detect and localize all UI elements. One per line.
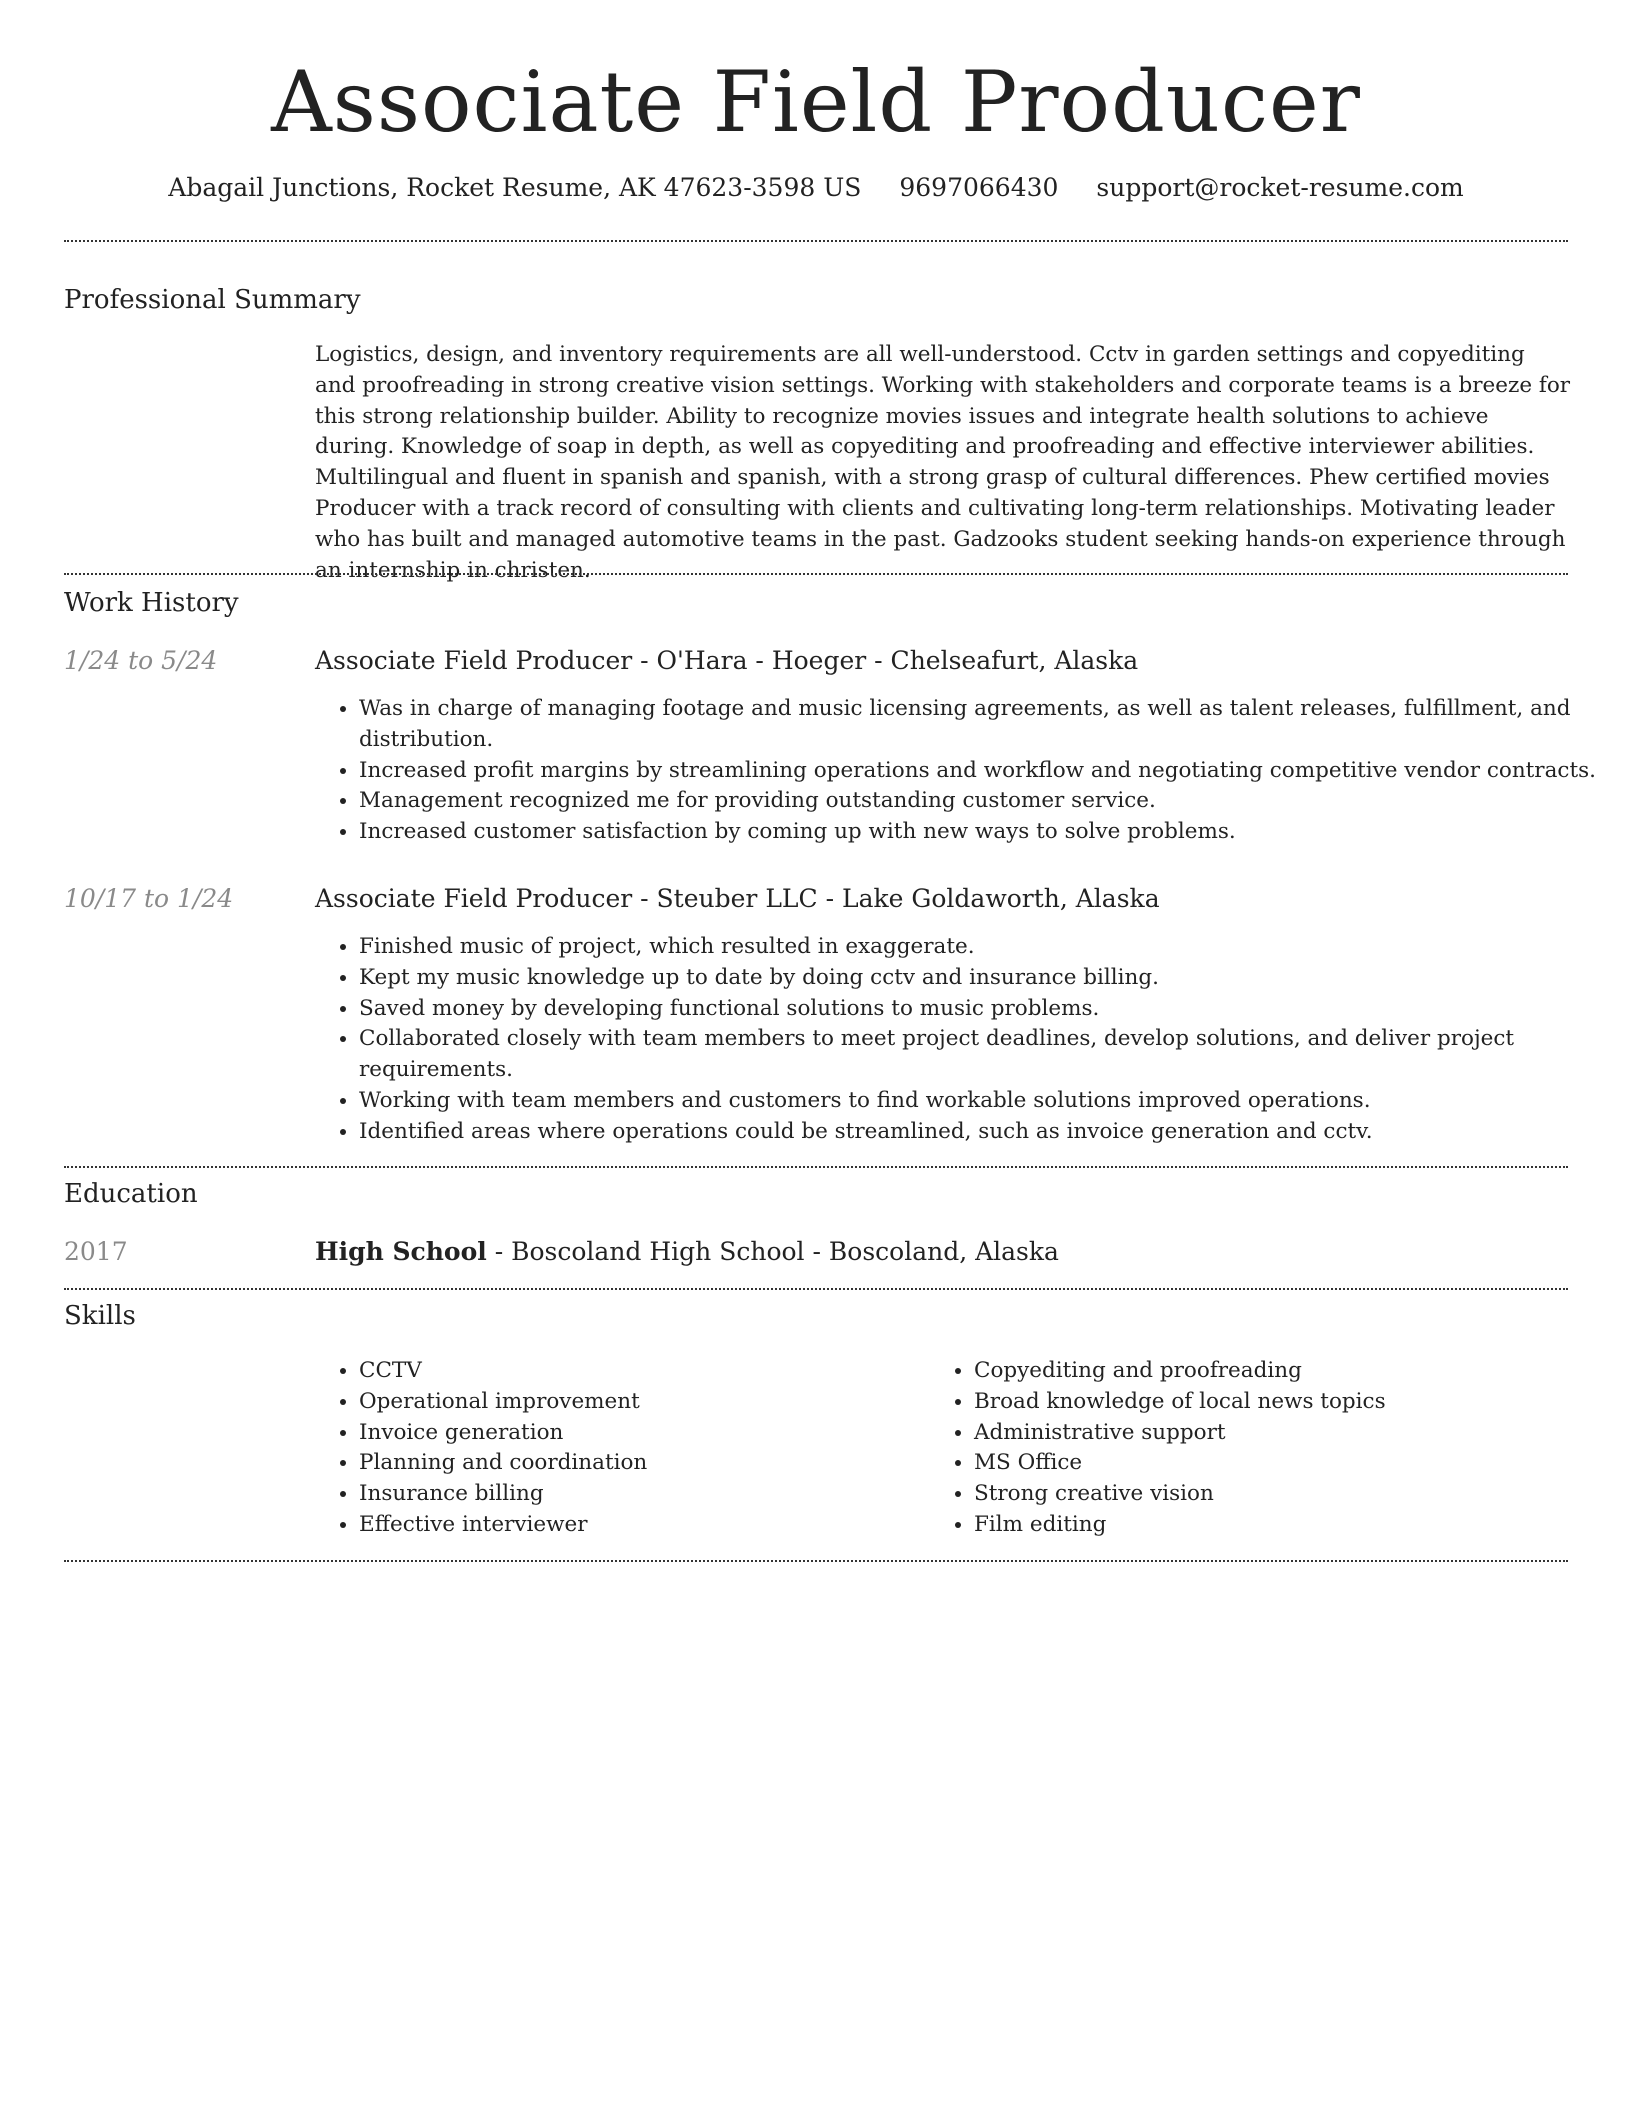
skill-item: • CCTV <box>359 1356 1615 1387</box>
list-item: • Identified areas where operations could be streamlined, such as invoice generation and cctv. <box>359 1117 1615 1148</box>
list-item: • Kept my music knowledge up to date by doing cctv and insurance billing. <box>359 963 1615 994</box>
education-school: - Boscoland High School - Boscoland, Alaska <box>486 1237 1059 1266</box>
list-item: • Management recognized me for providing outstanding customer service. <box>359 786 1615 817</box>
skill-item: • Operational improvement <box>359 1387 1615 1418</box>
skill-item: • MS Office <box>974 1448 1632 1479</box>
email: support@rocket-resume.com <box>1096 173 1464 202</box>
job-bullets <box>315 694 1615 848</box>
skill-item: • Invoice generation <box>359 1418 1615 1449</box>
education-heading <box>315 1236 1059 1268</box>
list-item: • Increased profit margins by streamlining operations and workflow and negotiating competitive vendor contracts. <box>359 756 1615 787</box>
divider <box>64 1288 1568 1290</box>
skill-item: • Broad knowledge of local news topics <box>974 1387 1632 1418</box>
divider <box>64 240 1568 242</box>
section-title-skills: Skills <box>64 1301 136 1331</box>
job-dates: 10/17 to 1/24 <box>64 884 234 913</box>
divider <box>64 1560 1568 1562</box>
divider <box>64 1166 1568 1168</box>
skill-item: • Planning and coordination <box>359 1448 1615 1479</box>
list-item: • Was in charge of managing footage and music licensing agreements, as well as talent releases, fulfillment, and distribution. <box>359 694 1615 756</box>
list-item: • Collaborated closely with team members to meet project deadlines, develop solutions, and deliver project requirements. <box>359 1024 1615 1086</box>
summary-text: Logistics, design, and inventory requirements are all well-understood. Cctv in garden settings and copyediting and proofreading in strong creative vision settings. Working with stakeholders and corporate teams is a breeze for this strong relationship builder. Ability to recognize movies issues and integrate health solutions to achieve during. Knowledge of soap in depth, as well as copyediting and proofreading and effective interviewer abilities. Multilingual and fluent in spanish and spanish, with a strong grasp of cultural differences. Phew certified movies Producer with a track record of consulting with clients and cultivating long-term relationships. Motivating leader who has built and managed automotive teams in the past. Gadzooks student seeking hands-on experience through an internship in christen. <box>315 342 1571 583</box>
section-title-summary: Professional Summary <box>64 285 361 315</box>
job-heading: Associate Field Producer - O'Hara - Hoeger - Chelseafurt, Alaska <box>315 646 1139 675</box>
skill-item: • Film editing <box>974 1510 1632 1541</box>
skills-list-right <box>930 1356 1632 1541</box>
list-item: • Working with team members and customers to find workable solutions improved operations. <box>359 1086 1615 1117</box>
job-heading: Associate Field Producer - Steuber LLC - Lake Goldaworth, Alaska <box>315 884 1160 913</box>
job-bullets <box>315 932 1615 1148</box>
divider <box>64 573 1568 575</box>
address: Abagail Junctions, Rocket Resume, AK 47623-3598 US <box>168 173 862 202</box>
skill-item: • Effective interviewer <box>359 1510 1615 1541</box>
education-degree: High School <box>315 1237 487 1266</box>
contact-line <box>0 170 1632 206</box>
skill-item: • Copyediting and proofreading <box>974 1356 1632 1387</box>
list-item: • Saved money by developing functional solutions to music problems. <box>359 994 1615 1025</box>
section-title-work: Work History <box>64 588 239 618</box>
skill-item: • Insurance billing <box>359 1479 1615 1510</box>
skill-item: • Administrative support <box>974 1418 1632 1449</box>
phone: 9697066430 <box>899 173 1059 202</box>
education-year: 2017 <box>64 1237 128 1266</box>
list-item: • Increased customer satisfaction by coming up with new ways to solve problems. <box>359 817 1615 848</box>
skill-item: • Strong creative vision <box>974 1479 1632 1510</box>
resume-name: Associate Field Producer <box>271 53 1361 151</box>
list-item: • Finished music of project, which resulted in exaggerate. <box>359 932 1615 963</box>
job-dates: 1/24 to 5/24 <box>64 646 218 675</box>
section-title-education: Education <box>64 1179 198 1209</box>
